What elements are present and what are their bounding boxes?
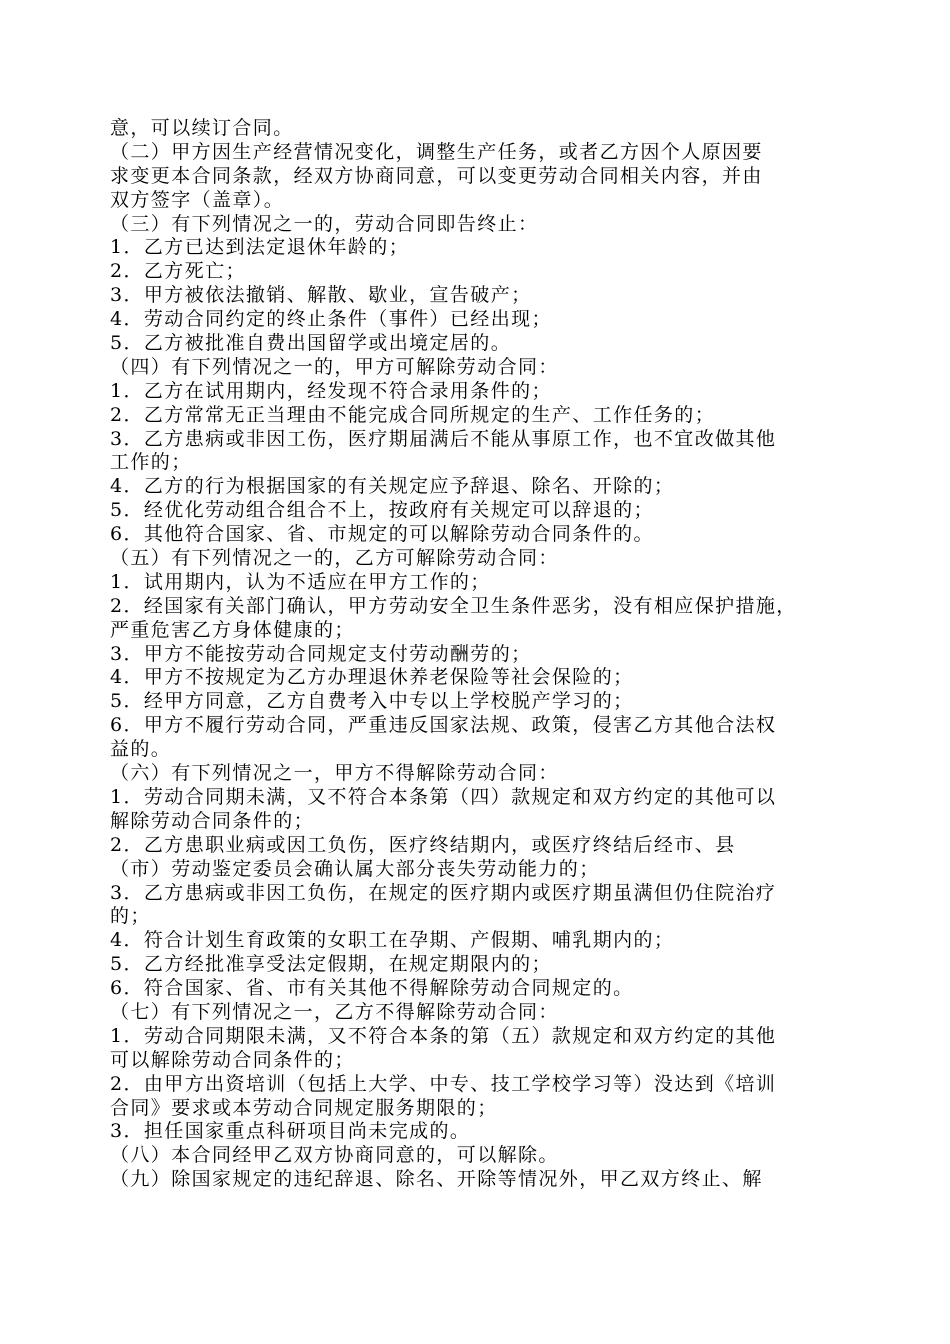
text-line: （六）有下列情况之一，甲方不得解除劳动合同：: [110, 762, 559, 785]
text-line: （二）甲方因生产经营情况变化，调整生产任务，或者乙方因个人原因要: [110, 140, 763, 163]
text-line: 双方签字（盖章）。: [110, 188, 285, 211]
text-line: 5．乙方经批准享受法定假期，在规定期限内的；: [110, 953, 552, 976]
text-line: 6．其他符合国家、省、市规定的可以解除劳动合同条件的。: [110, 523, 654, 546]
text-line: 合同》要求或本劳动合同规定服务期限的；: [110, 1096, 498, 1119]
text-line: 的；: [110, 905, 151, 928]
text-line: 益的。: [110, 738, 172, 761]
text-line: 3．乙方患病或非因工负伤，在规定的医疗期内或医疗期虽满但仍住院治疗: [110, 881, 777, 904]
text-line: 1．劳动合同期未满，又不符合本条第（四）款规定和双方约定的其他可以: [110, 785, 777, 808]
text-line: （四）有下列情况之一的，甲方可解除劳动合同：: [110, 355, 559, 378]
text-line: 4．劳动合同约定的终止条件（事件）已经出现；: [110, 308, 552, 331]
text-line: 5．乙方被批准自费出国留学或出境定居的。: [110, 332, 512, 355]
text-line: （三）有下列情况之一的，劳动合同即告终止：: [110, 212, 539, 235]
text-line: 3．甲方不能按劳动合同规定支付劳动酬劳的；: [110, 642, 532, 665]
text-line: 3．担任国家重点科研项目尚未完成的。: [110, 1120, 471, 1143]
text-line: 1．劳动合同期限未满，又不符合本条的第（五）款规定和双方约定的其他: [110, 1024, 777, 1047]
text-line: （九）除国家规定的违纪辞退、除名、开除等情况外，甲乙双方终止、解: [110, 1168, 763, 1191]
text-line: 2．经国家有关部门确认，甲方劳动安全卫生条件恶劣，没有相应保护措施，: [110, 594, 797, 617]
text-line: 严重危害乙方身体健康的；: [110, 618, 355, 641]
text-line: 3．乙方患病或非因工伤，医疗期届满后不能从事原工作，也不宜改做其他: [110, 427, 777, 450]
text-line: 2．乙方常常无正当理由不能完成合同所规定的生产、工作任务的；: [110, 403, 716, 426]
text-line: 2．乙方死亡；: [110, 260, 246, 283]
text-line: 1．乙方已达到法定退休年龄的；: [110, 236, 410, 259]
text-line: 2．由甲方出资培训（包括上大学、中专、技工学校学习等）没达到《培训: [110, 1072, 777, 1095]
text-line: 4．符合计划生育政策的女职工在孕期、产假期、哺乳期内的；: [110, 929, 675, 952]
text-line: 2．乙方患职业病或因工负伤，医疗终结期内，或医疗终结后经市、县: [110, 833, 736, 856]
text-line: 6．甲方不履行劳动合同，严重违反国家法规、政策，侵害乙方其他合法权: [110, 714, 777, 737]
text-line: 4．乙方的行为根据国家的有关规定应予辞退、除名、开除的；: [110, 475, 675, 498]
text-line: （七）有下列情况之一，乙方不得解除劳动合同：: [110, 1000, 559, 1023]
text-line: 工作的；: [110, 451, 192, 474]
text-line: （五）有下列情况之一的，乙方可解除劳动合同：: [110, 547, 559, 570]
text-line: 4．甲方不按规定为乙方办理退休养老保险等社会保险的；: [110, 666, 634, 689]
text-line: 解除劳动合同条件的；: [110, 809, 315, 832]
text-line: （八）本合同经甲乙双方协商同意的，可以解除。: [110, 1144, 559, 1167]
text-line: 6．符合国家、省、市有关其他不得解除劳动合同规定的。: [110, 977, 634, 1000]
text-line: （市）劳动鉴定委员会确认属大部分丧失劳动能力的；: [110, 857, 600, 880]
text-line: 可以解除劳动合同条件的；: [110, 1048, 355, 1071]
contract-text: [110, 117, 855, 1192]
text-line: 1．乙方在试用期内，经发现不符合录用条件的；: [110, 379, 552, 402]
text-line: 5．经甲方同意，乙方自费考入中专以上学校脱产学习的；: [110, 690, 634, 713]
text-line: 1．试用期内，认为不适应在甲方工作的；: [110, 570, 491, 593]
text-line: 3．甲方被依法撤销、解散、歇业，宣告破产；: [110, 284, 532, 307]
text-line: 5．经优化劳动组合组合不上，按政府有关规定可以辞退的；: [110, 499, 654, 522]
text-line: 意，可以续订合同。: [110, 117, 294, 139]
text-line: 求变更本合同条款，经双方协商同意，可以变更劳动合同相关内容，并由: [110, 164, 763, 187]
